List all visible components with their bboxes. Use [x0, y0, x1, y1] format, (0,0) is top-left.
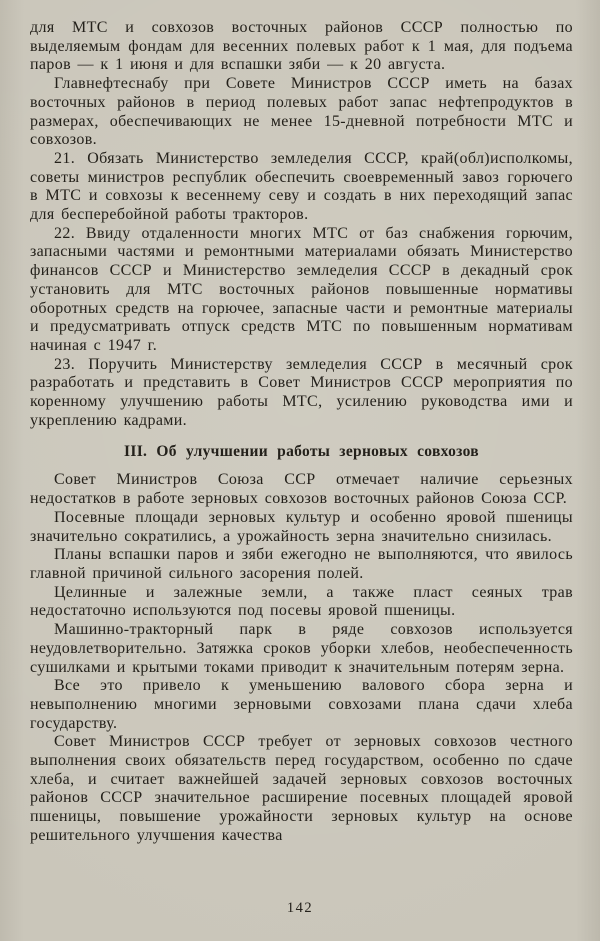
paragraph: 21. Обязать Министерство земледелия СССР, край(обл)исполкомы, советы министров республик обеспечить своевременный завоз горючего в МТС и совхозы к весеннему севу и создать в них переходящий запас для бесперебойной работы тракторов.: [30, 149, 573, 224]
paragraph: Совет Министров СССР требует от зерновых совхозов честного выполнения своих обязательств перед государством, особенно по сдаче хлеба, и считает важнейшей задачей зерновых совхозов восточных районов СССР значительное расширение посевных площадей яровой пшеницы, повышение урожайности зерновых культур на основе решительного улучшения качества: [30, 733, 573, 844]
paragraph: Главнефтеснабу при Совете Министров СССР иметь на базах восточных районов в период полевых работ запас нефтепродуктов в размерах, обеспечивающих не менее 15-дневной потребности МТС и совхозов.: [30, 75, 573, 149]
paragraph: Посевные площади зерновых культур и особенно яровой пшеницы значительно сократились, а урожайность зерна значительно снизилась.: [30, 508, 573, 545]
section-heading: III. Об улучшении работы зерновых совхозов: [124, 443, 479, 461]
paragraph: 23. Поручить Министерству земледелия СССР в месячный срок разработать и представить в Совет Министров СССР мероприятия по коренному улучшению работы МТС, усилению руководства ими и укреплению кадрами.: [30, 355, 573, 429]
paragraph: для МТС и совхозов восточных районов СССР полностью по выделяемым фондам для весенних полевых работ к 1 мая, для подъема паров — к 1 июня и для вспашки зяби — к 20 августа.: [30, 19, 573, 74]
paragraph: Машинно-тракторный парк в ряде совхозов используется неудовлетворительно. Затяжка сроков уборки хлебов, необеспеченность сушилками и крытыми токами приводит к значительным потерям зерна.: [30, 621, 573, 676]
paragraph: Совет Министров Союза ССР отмечает наличие серьезных недостатков в работе зерновых совхозов восточных районов Союза ССР.: [30, 471, 573, 508]
page-body: [30, 19, 573, 846]
paragraph: Все это привело к уменьшению валового сбора зерна и невыполнению многими зерновыми совхозами плана сдачи хлеба государству.: [30, 677, 573, 732]
paragraph: 22. Ввиду отдаленности многих МТС от баз снабжения горючим, запасными частями и ремонтными материалами обязать Министерство финансов СССР и Министерство земледелия СССР в декадный срок установить для МТС восточных районов повышенные нормативы оборотных средств на горючее, запасные части и ремонтные материалы и предусматривать отпуск средств МТС по повышенным нормативам начиная с 1947 г.: [30, 224, 573, 354]
paragraph: Планы вспашки паров и зяби ежегодно не выполняются, что явилось главной причиной сильного засорения полей.: [30, 546, 573, 582]
paragraph: Целинные и залежные земли, а также пласт сеяных трав недостаточно используются под посевы яровой пшеницы.: [30, 583, 573, 620]
page-number: 142: [286, 900, 314, 916]
